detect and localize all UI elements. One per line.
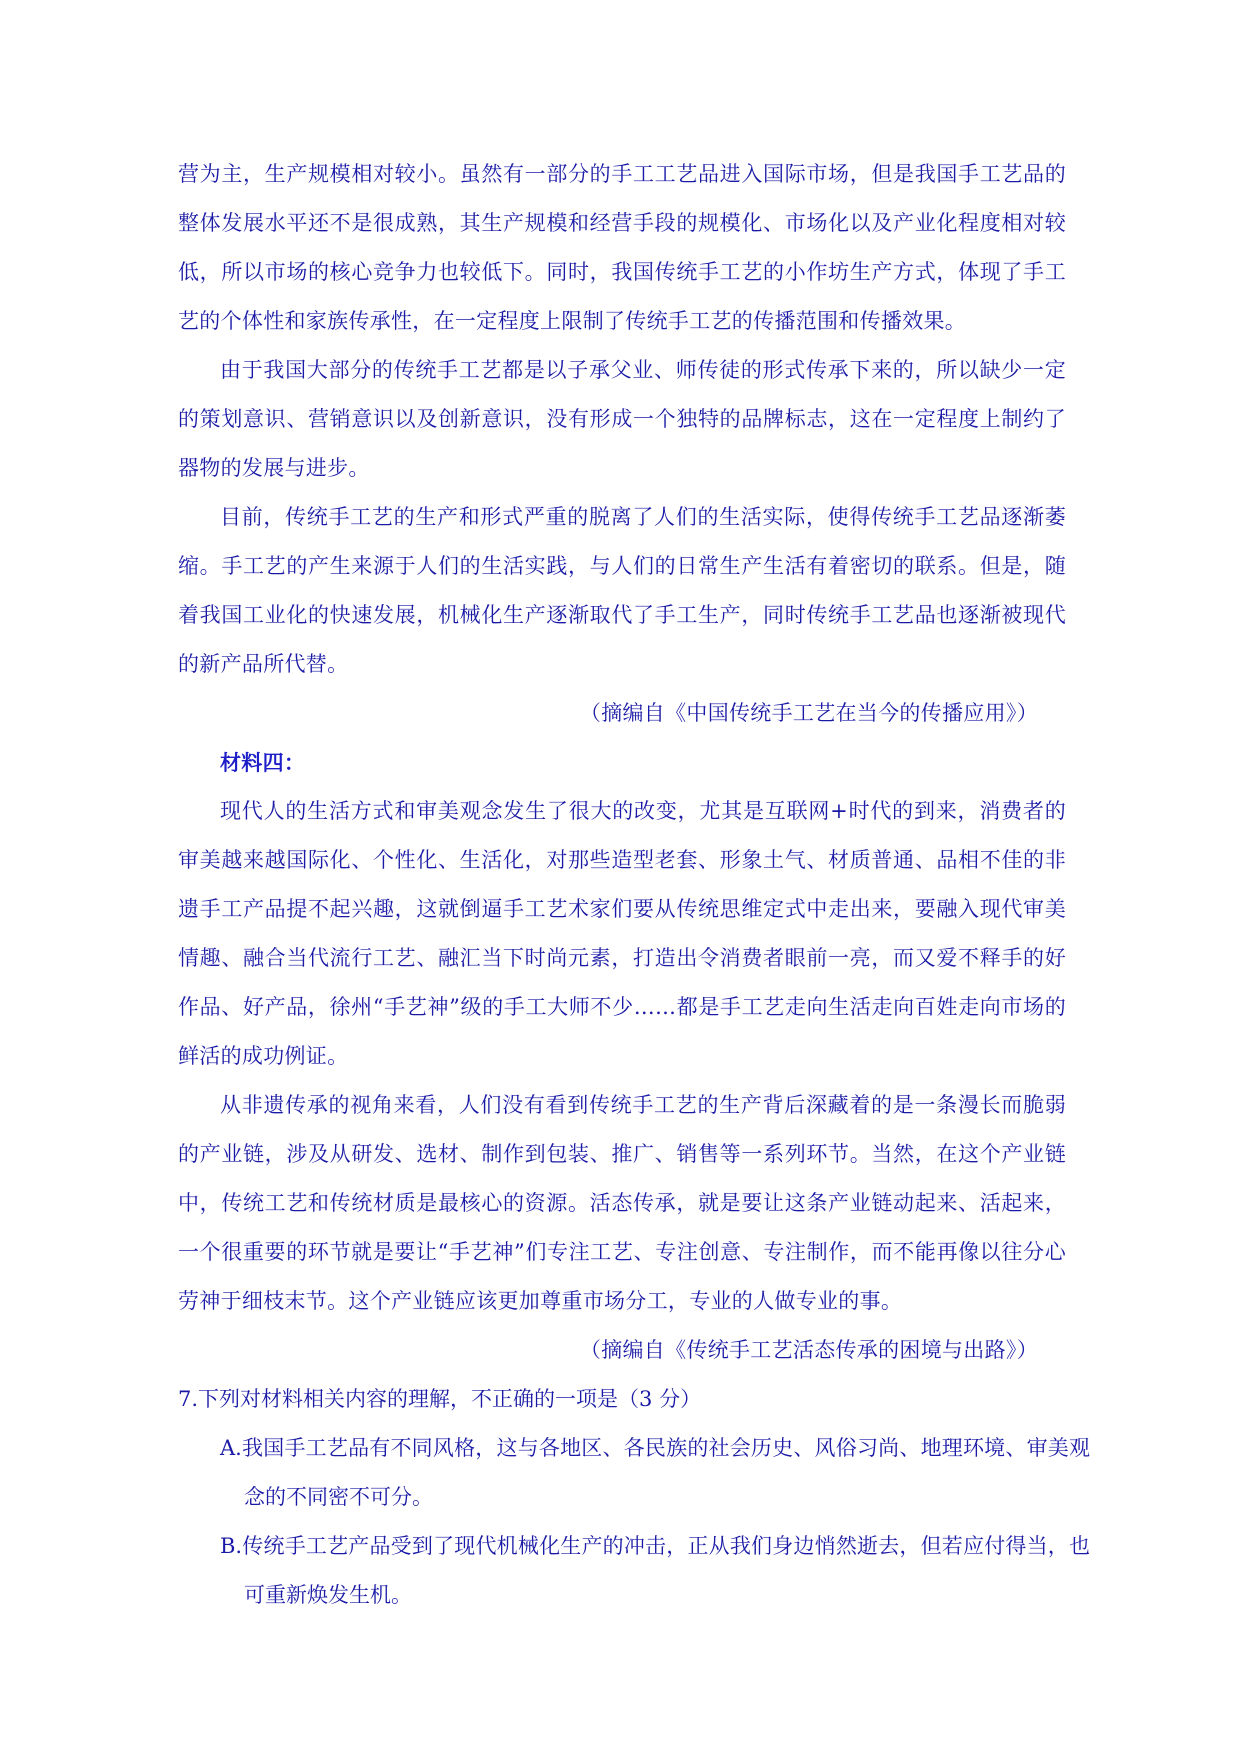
paragraph: 目前，传统手工艺的生产和形式严重的脱离了人们的生活实际，使得传统手工艺品逐渐萎缩。手工艺的产生来源于人们的生活实践，与人们的日常生产生活有着密切的联系。但是，随着我国工业化的快速发展，机械化生产逐渐取代了手工生产，同时传统手工艺品也逐渐被现代的新产品所代替。 (178, 505, 1066, 676)
section-heading: 材料四： (220, 750, 306, 775)
question-7-option-a: A.我国手工艺品有不同风格，这与各地区、各民族的社会历史、风俗习尚、地理环境、审美观念的不同密不可分。 (220, 1436, 1090, 1509)
paragraph: 从非遗传承的视角来看，人们没有看到传统手工艺的生产背后深藏着的是一条漫长而脆弱的产业链，涉及从研发、选材、制作到包装、推广、销售等一系列环节。当然，在这个产业链中，传统工艺和传统材质是最核心的资源。活态传承，就是要让这条产业链动起来、活起来，一个很重要的环节就是要让“手艺神”们专注工艺、专注创意、专注制作，而不能再像以往分心劳神于细枝末节。这个产业链应该更加尊重市场分工，专业的人做专业的事。 (178, 1093, 1066, 1313)
paragraph: 营为主，生产规模相对较小。虽然有一部分的手工工艺品进入国际市场，但是我国手工艺品的整体发展水平还不是很成熟，其生产规模和经营手段的规模化、市场化以及产业化程度相对较低，所以市场的核心竞争力也较低下。同时，我国传统手工艺的小作坊生产方式，体现了手工艺的个体性和家族传承性，在一定程度上限制了传统手工艺的传播范围和传播效果。 (178, 162, 1066, 333)
source-citation: （摘编自《传统手工艺活态传承的困境与出路》） (579, 1338, 1038, 1362)
source-citation: （摘编自《中国传统手工艺在当今的传播应用》） (579, 701, 1038, 725)
question-7-stem: 7.下列对材料相关内容的理解，不正确的一项是（3 分） (178, 1387, 702, 1411)
question-7-option-b: B.传统手工艺产品受到了现代机械化生产的冲击，正从我们身边悄然逝去，但若应付得当，也可重新焕发生机。 (220, 1534, 1090, 1607)
paragraph: 现代人的生活方式和审美观念发生了很大的改变，尤其是互联网+时代的到来，消费者的审美越来越国际化、个性化、生活化，对那些造型老套、形象土气、材质普通、品相不佳的非遗手工产品提不起兴趣，这就倒逼手工艺术家们要从传统思维定式中走出来，要融入现代审美情趣、融合当代流行工艺、融汇当下时尚元素，打造出令消费者眼前一亮，而又爱不释手的好作品、好产品，徐州“手艺神”级的手工大师不少……都是手工艺走向生活走向百姓走向市场的鲜活的成功例证。 (178, 799, 1066, 1068)
material-4-section (178, 738, 1066, 1375)
paragraph: 由于我国大部分的传统手工艺都是以子承父业、师传徒的形式传承下来的，所以缺少一定的策划意识、营销意识以及创新意识，没有形成一个独特的品牌标志，这在一定程度上制约了器物的发展与进步。 (178, 358, 1066, 480)
material-3-excerpt (178, 150, 1066, 738)
